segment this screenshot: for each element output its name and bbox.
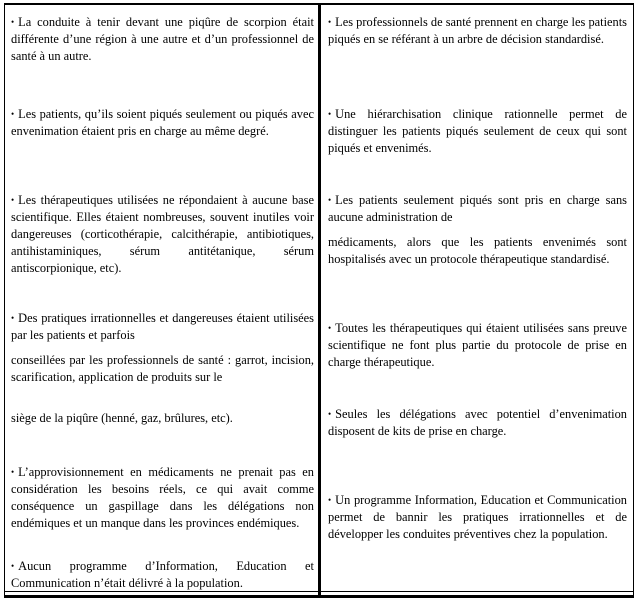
left-item-6: • Aucun programme d’Information, Education et Communication n’était délivré à la population. (11, 559, 314, 590)
right-item-4: • Toutes les thérapeutiques qui étaient utilisées sans preuve scientifique ne font plus partie du protocole de prise en charge thérapeutique. (328, 321, 627, 369)
right-item-2: • Une hiérarchisation clinique rationnelle permet de distinguer les patients piqués seulement de ceux qui sont piqués et envenimés. (328, 107, 627, 155)
right-item-5: • Seules les délégations avec potentiel d’envenimation disposent de kits de prise en charge. (328, 407, 627, 438)
left-item-2: • Les patients, qu’ils soient piqués seulement ou piqués avec envenimation étaient pris en charge au même degré. (11, 107, 314, 138)
left-item-4: • Des pratiques irrationnelles et dangereuses étaient utilisées par les patients et parfois (11, 311, 314, 342)
right-item-1: • Les professionnels de santé prennent en charge les patients piqués en se référant à un arbre de décision standardisé. (328, 15, 627, 46)
column-divider (318, 3, 321, 598)
right-border (633, 3, 634, 598)
right-item-3: • Les patients seulement piqués sont pris en charge sans aucune administration de (328, 193, 627, 224)
left-item-4-end: siège de la piqûre (henné, gaz, brûlures, etc). (11, 411, 233, 425)
left-border (4, 3, 5, 598)
right-item-3-continued: médicaments, alors que les patients envenimés sont hospitalisés avec un protocole thérapeutique standardisé. (328, 235, 627, 266)
left-item-1: • La conduite à tenir devant une piqûre de scorpion était différente d’une région à une autre et d’un professionnel de santé à un autre. (11, 15, 314, 63)
left-item-5: • L’approvisionnement en médicaments ne prenait pas en considération les besoins réels, ce qui avait comme conséquence un gaspillage dans les délégations non endémiques et un manque dans les provinces endémiques. (11, 465, 314, 530)
left-item-4-continued: conseillées par les professionnels de santé : garrot, incision, scarification, application de produits sur le (11, 353, 314, 384)
right-item-6: • Un programme Information, Education et Communication permet de bannir les pratiques irrationnelles et de développer les conduites préventives chez la population. (328, 493, 627, 541)
left-item-3: • Les thérapeutiques utilisées ne répondaient à aucune base scientifique. Elles étaient nombreuses, souvent inutiles voir dangereuses (corticothérapie, calcithérapie, antibiotiques, antihistaminiques, sérum antitétanique, sérum antiscorpionique, etc). (11, 193, 314, 275)
